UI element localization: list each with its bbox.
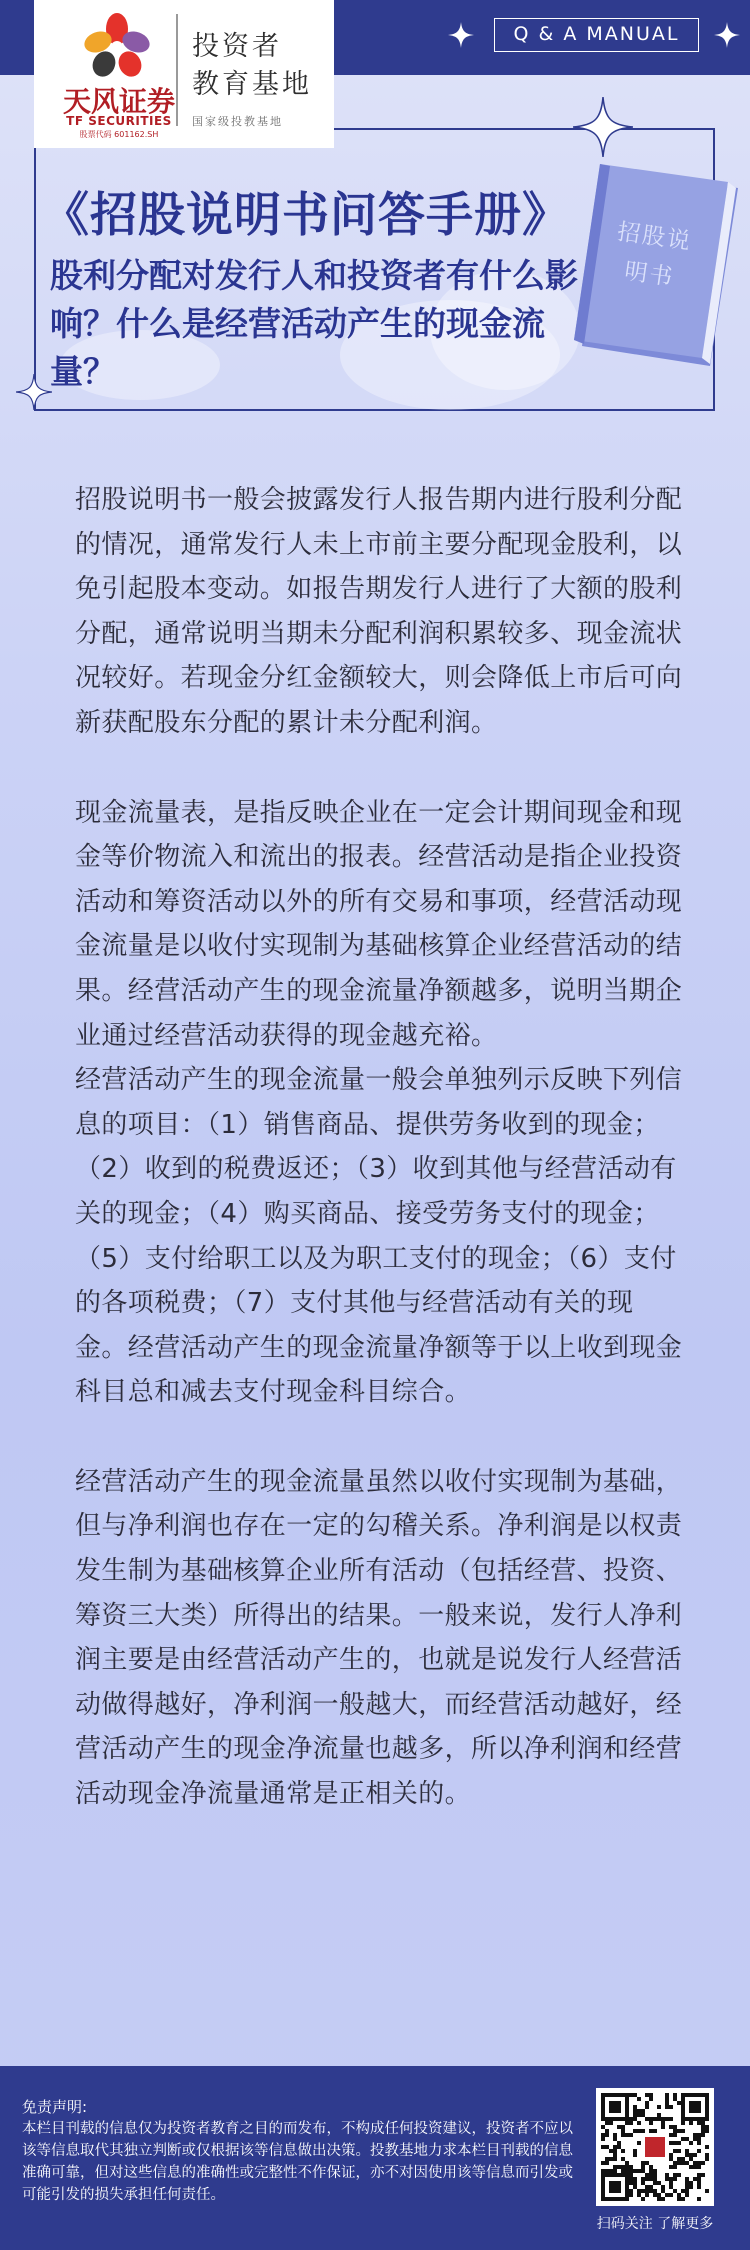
sparkle-star-icon — [573, 97, 633, 157]
brand-english-name: TF SECURITIES — [66, 114, 172, 128]
qr-code-icon[interactable] — [596, 2088, 714, 2206]
disclaimer-text: 本栏目刊载的信息仅为投资者教育之目的而发布，不构成任何投资建议，投资者不应以该等信息取代其独立判断或仅根据该等信息做出决策。投教基地力求本栏目刊载的信息准确可靠，但对这些信息的准确性或完整性不作保证，亦不对因使用该等信息而引发或可能引发的损失承担任何责任。 — [22, 2121, 573, 2203]
education-base-line2: 教育基地 — [192, 69, 312, 100]
logo-divider — [176, 14, 178, 126]
paragraph-net-profit-relation: 经营活动产生的现金流量虽然以收付实现制为基础，但与净利润也存在一定的勾稽关系。净利润是以权责发生制为基础核算企业所有活动（包括经营、投资、筹资三大类）所得出的结果。一般来说，发行人净利润主要是由经营活动产生的，也就是说发行人经营活动做得越好，净利润一般越大，而经营活动越好，经营活动产生的现金净流量也越多，所以净利润和经营活动现金净流量通常是正相关的。 — [75, 1466, 683, 1810]
book-cover-text: 招股说明书 — [615, 219, 694, 292]
question-heading: 股利分配对发行人和投资者有什么影响？什么是经营活动产生的现金流量？ — [50, 256, 578, 391]
paragraph-cash-flow-statement: 现金流量表，是指反映企业在一定会计期间现金和现金等价物流入和流出的报表。经营活动是指企业投资活动和筹资活动以外的所有交易和事项，经营活动现金流量是以收付实现制为基础核算企业经营活动的结果。经营活动产生的现金流量净额越多，说明当期企业通过经营活动获得的现金越充裕。 — [75, 797, 683, 1051]
sparkle-star-icon — [448, 22, 474, 48]
brand-name: 天风证券 — [62, 85, 175, 118]
qr-caption: 扫码关注 了解更多 — [596, 2216, 714, 2232]
sparkle-star-icon — [16, 374, 52, 410]
page-title: 《招股说明书问答手册》 — [42, 188, 570, 243]
education-base-line1: 投资者 — [192, 31, 282, 62]
stock-code: 股票代码 601162.SH — [79, 130, 159, 139]
paragraph-operating-items: 经营活动产生的现金流量一般会单独列示反映下列信息的项目：（1）销售商品、提供劳务收到的现金；（2）收到的税费返还；（3）收到其他与经营活动有关的现金；（4）购买商品、接受劳务支付的现金；（5）支付给职工以及为职工支付的现金；（6）支付的各项税费；（7）支付其他与经营活动有关的现金。经营活动产生的现金流量净额等于以上收到现金科目总和减去支付现金科目综合。 — [75, 1065, 683, 1408]
footer-disclaimer — [0, 2066, 750, 2250]
education-base-name — [192, 28, 332, 104]
paragraph-dividend: 招股说明书一般会披露发行人报告期内进行股利分配的情况，通常发行人未上市前主要分配现金股利，以免引起股本变动。如报告期发行人进行了大额的股利分配，通常说明当期未分配利润积累较多、现金流状况较好。若现金分红金额较大，则会降低上市后可向新获配股东分配的累计未分配利润。 — [75, 485, 683, 738]
education-base-subtitle: 国家级投教基地 — [192, 115, 283, 128]
disclaimer-title: 免责声明: — [22, 2098, 88, 2116]
sparkle-star-icon — [714, 22, 740, 48]
manual-label: Q & A MANUAL — [494, 18, 699, 52]
logo-petals-icon — [82, 12, 152, 80]
logo-panel — [34, 0, 334, 148]
article-body — [75, 478, 685, 1817]
